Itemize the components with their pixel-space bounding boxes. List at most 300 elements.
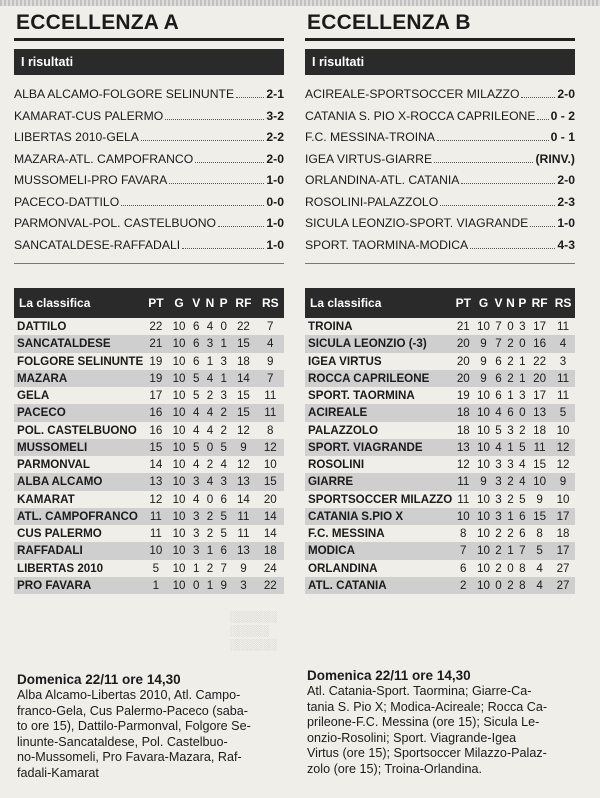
dot-leader <box>182 248 264 249</box>
standings-header-row <box>14 288 284 318</box>
cell-drawn: 2 <box>206 389 214 403</box>
result-row <box>14 173 284 195</box>
cell-points: 12 <box>149 492 163 506</box>
standings-header-row <box>305 288 575 318</box>
cell-points: 16 <box>149 423 163 437</box>
cell-won: 0 <box>493 577 504 594</box>
table-row <box>305 404 575 421</box>
cell-goals-for: 18 <box>533 423 547 437</box>
cell-lost: 7 <box>517 542 528 559</box>
cell-points: 14 <box>149 458 163 472</box>
cell-drawn: 1 <box>504 439 516 456</box>
cell-team: ORLANDINA <box>308 561 378 575</box>
table-row <box>14 473 284 490</box>
fixture-line: fadali-Kamarat <box>17 765 99 780</box>
cell-drawn: 1 <box>203 542 217 559</box>
cell-drawn: 2 <box>507 354 514 368</box>
cell-team: KAMARAT <box>17 492 75 506</box>
result-row <box>305 173 575 195</box>
cell-played: 10 <box>172 354 186 368</box>
cell-played: 10 <box>168 542 189 559</box>
result-row <box>305 87 575 109</box>
cell-goals-for: 15 <box>236 389 250 403</box>
cell-lost: 2 <box>220 423 227 437</box>
cell-goals-for: 14 <box>236 492 250 506</box>
cell-team: SICULA LEONZIO (-3) <box>305 335 452 352</box>
result-row <box>14 152 284 174</box>
cell-drawn: 1 <box>203 577 217 594</box>
cell-played: 10 <box>168 370 189 387</box>
match-score: 1-0 <box>266 173 284 187</box>
match-name: SANCATALDESE-RAFFADALI <box>14 237 181 252</box>
cell-points: 11 <box>143 508 168 525</box>
cell-won: 6 <box>193 354 200 368</box>
column-header-won: V <box>493 288 504 318</box>
cell-goals-for: 18 <box>236 354 250 368</box>
match-score: 0 - 2 <box>550 108 575 123</box>
cell-team: MODICA <box>305 542 452 559</box>
table-row <box>14 525 284 542</box>
dot-leader <box>537 119 548 120</box>
cell-lost: 1 <box>517 370 528 387</box>
cell-goals-against: 11 <box>557 320 570 334</box>
column-header-goals-against: RS <box>551 288 575 318</box>
cell-team: LIBERTAS 2010 <box>17 561 104 575</box>
match-score: (RINV.) <box>535 151 575 166</box>
dot-leader <box>437 140 549 141</box>
cell-goals-against: 18 <box>257 542 284 559</box>
cell-points: 13 <box>143 473 168 490</box>
fixture-line: onzio-Rosolini; Sport. Viagrande-Igea <box>307 730 517 745</box>
column-header-drawn: N <box>203 288 217 318</box>
cell-won: 3 <box>495 492 502 506</box>
cell-played: 10 <box>172 423 186 437</box>
cell-drawn: 1 <box>507 389 514 403</box>
cell-won: 2 <box>495 561 502 575</box>
result-row <box>14 109 284 131</box>
dot-leader <box>440 205 555 206</box>
table-row <box>305 422 575 439</box>
cell-lost: 5 <box>517 439 528 456</box>
cell-goals-for: 17 <box>533 389 547 403</box>
section-eccellenza-a <box>14 10 284 594</box>
match-score: 0-0 <box>266 194 284 209</box>
cell-goals-for: 3 <box>230 577 256 594</box>
cell-played: 9 <box>480 354 487 368</box>
cell-drawn: 2 <box>507 492 514 506</box>
match-score: 2-0 <box>266 151 284 166</box>
next-round-title: Domenica 22/11 ore 14,30 <box>17 672 181 687</box>
cell-lost: 7 <box>220 561 227 575</box>
table-row <box>14 404 284 421</box>
match-score: 2-3 <box>557 194 575 209</box>
column-header-won: V <box>190 288 203 318</box>
results-list <box>305 87 575 259</box>
cell-drawn: 1 <box>504 542 516 559</box>
table-row <box>14 387 284 404</box>
cell-goals-against: 24 <box>263 561 277 575</box>
cell-played: 10 <box>474 508 492 525</box>
cell-lost: 4 <box>517 473 528 490</box>
cell-points: 16 <box>143 404 168 421</box>
cell-lost: 5 <box>217 439 230 456</box>
cell-won: 7 <box>495 320 502 334</box>
cell-lost: 6 <box>217 542 230 559</box>
cell-goals-against: 22 <box>257 577 284 594</box>
cell-goals-against: 10 <box>556 423 570 437</box>
match-score: 2-0 <box>557 173 575 187</box>
cell-lost: 4 <box>220 458 227 472</box>
cell-team: GIARRE <box>305 473 452 490</box>
next-round-title: Domenica 22/11 ore 14,30 <box>307 668 471 683</box>
cell-played: 10 <box>168 335 189 352</box>
cell-won: 5 <box>495 423 502 437</box>
match-name: PARMONVAL-POL. CASTELBUONO <box>14 216 217 230</box>
cell-points: 20 <box>452 370 474 387</box>
cell-goals-for: 20 <box>528 370 551 387</box>
cell-goals-against: 3 <box>559 354 567 368</box>
dot-leader <box>434 162 533 163</box>
match-name: SICULA LEONZIO-SPORT. VIAGRANDE <box>305 216 529 230</box>
dot-leader <box>121 205 264 206</box>
column-header-goals-for: RF <box>230 288 256 318</box>
column-header-points: PT <box>143 288 168 318</box>
cell-lost: 0 <box>220 320 227 334</box>
result-row <box>14 195 284 217</box>
cell-won: 3 <box>193 527 200 541</box>
cell-goals-for: 11 <box>528 439 551 456</box>
table-row <box>14 318 284 335</box>
dot-leader <box>530 226 555 227</box>
cell-goals-against: 5 <box>551 404 575 421</box>
cell-points: 11 <box>149 527 162 541</box>
cell-points: 5 <box>152 561 160 575</box>
standings-table <box>14 288 284 594</box>
dot-leader <box>141 140 265 141</box>
result-row <box>14 238 284 260</box>
cell-drawn: 2 <box>206 561 214 575</box>
table-row <box>14 335 284 352</box>
table-row <box>305 560 575 577</box>
cell-lost: 2 <box>217 404 230 421</box>
match-score: 2-1 <box>266 87 284 101</box>
cell-drawn: 1 <box>206 354 214 368</box>
dot-leader <box>165 119 264 120</box>
match-score: 2-0 <box>557 87 575 101</box>
cell-goals-for: 13 <box>230 542 256 559</box>
match-score: 4-3 <box>557 237 575 252</box>
cell-drawn: 2 <box>504 577 516 594</box>
cell-lost: 1 <box>519 354 526 368</box>
match-name: PACECO-DATTILO <box>14 194 120 209</box>
cell-won: 3 <box>493 473 504 490</box>
table-row <box>305 335 575 352</box>
table-row <box>14 422 284 439</box>
cell-goals-for: 12 <box>236 458 250 472</box>
cell-drawn: 4 <box>206 320 214 334</box>
cell-team: SANCATALDESE <box>14 335 143 352</box>
cell-points: 22 <box>149 320 163 334</box>
cell-goals-against: 8 <box>267 423 274 437</box>
cell-played: 10 <box>474 439 492 456</box>
results-list <box>14 87 284 259</box>
cell-won: 1 <box>193 561 200 575</box>
match-name: ACIREALE-SPORTSOCCER MILAZZO <box>305 87 520 101</box>
column-header-goals-against: RS <box>257 288 284 318</box>
fixture-line: prileone-F.C. Messina (ore 15); Sicula Le- <box>307 715 540 729</box>
cell-goals-for: 13 <box>230 473 256 490</box>
table-row <box>305 370 575 387</box>
cell-points: 8 <box>460 527 467 541</box>
dot-leader <box>236 97 264 98</box>
cell-played: 10 <box>172 458 186 472</box>
cell-drawn: 4 <box>203 370 217 387</box>
cell-team: FOLGORE SELINUNTE <box>17 354 144 368</box>
cell-points: 15 <box>143 439 168 456</box>
dot-leader <box>218 226 264 227</box>
cell-lost: 0 <box>517 335 528 352</box>
cell-won: 2 <box>495 527 502 541</box>
cell-team: CATANIA S.PIO X <box>305 508 452 525</box>
cell-points: 1 <box>143 577 168 594</box>
cell-won: 4 <box>190 404 203 421</box>
cell-drawn: 4 <box>203 404 217 421</box>
cell-team: ROCCA CAPRILEONE <box>305 370 452 387</box>
cell-lost: 0 <box>517 404 528 421</box>
cell-team: PARMONVAL <box>17 458 90 472</box>
cell-goals-for: 15 <box>230 404 256 421</box>
column-header-played: G <box>474 288 492 318</box>
section-title: ECCELLENZA A <box>16 11 180 34</box>
cell-team: F.C. MESSINA <box>308 527 385 541</box>
cell-lost: 5 <box>217 508 230 525</box>
cell-played: 10 <box>172 320 186 334</box>
title-rule <box>305 38 575 41</box>
cell-goals-for: 9 <box>230 439 256 456</box>
cell-goals-for: 22 <box>533 354 547 368</box>
cell-goals-against: 12 <box>551 439 575 456</box>
cell-team: GELA <box>17 389 50 403</box>
cell-drawn: 2 <box>203 508 217 525</box>
cell-won: 3 <box>495 458 502 472</box>
cell-goals-for: 10 <box>528 473 551 490</box>
cell-won: 4 <box>493 439 504 456</box>
cell-goals-against: 15 <box>257 473 284 490</box>
cell-drawn: 3 <box>507 423 514 437</box>
cell-won: 6 <box>495 354 502 368</box>
cell-goals-for: 11 <box>237 527 250 541</box>
table-row <box>305 473 575 490</box>
result-row <box>305 195 575 217</box>
cell-team: CUS PALERMO <box>17 527 102 541</box>
cell-lost: 8 <box>519 561 526 575</box>
cell-goals-for: 9 <box>240 561 247 575</box>
cell-team: PALAZZOLO <box>308 423 378 437</box>
cell-points: 12 <box>456 458 470 472</box>
fixture-line: to ore 15), Dattilo-Parmonval, Folgore Se- <box>17 719 251 733</box>
cell-team: ACIREALE <box>305 404 452 421</box>
cell-goals-against: 11 <box>557 389 570 403</box>
table-row <box>305 525 575 542</box>
cell-points: 13 <box>452 439 474 456</box>
cell-played: 10 <box>474 577 492 594</box>
cell-lost: 3 <box>220 354 227 368</box>
cell-goals-against: 10 <box>556 492 570 506</box>
match-name: MUSSOMELI-PRO FAVARA <box>14 173 168 187</box>
cell-played: 10 <box>168 439 189 456</box>
column-header-goals-for: RF <box>528 288 551 318</box>
page-top-border <box>0 0 600 6</box>
fixture-line: franco-Gela, Cus Palermo-Paceco (saba- <box>17 703 248 718</box>
fixture-line: linunte-Sancataldese, Pol. Castelbuo- <box>17 734 228 749</box>
result-row <box>14 216 284 238</box>
results-header: I risultati <box>305 49 575 75</box>
cell-drawn: 0 <box>507 561 514 575</box>
cell-points: 2 <box>452 577 474 594</box>
cell-goals-for: 5 <box>528 542 551 559</box>
cell-goals-against: 7 <box>267 320 274 334</box>
cell-won: 4 <box>193 458 200 472</box>
cell-team: ATL. CATANIA <box>305 577 452 594</box>
cell-played: 10 <box>477 389 490 403</box>
table-row <box>14 491 284 508</box>
cell-team: MUSSOMELI <box>14 439 143 456</box>
results-rule <box>305 263 575 264</box>
cell-played: 10 <box>477 561 490 575</box>
table-row <box>14 560 284 577</box>
cell-goals-for: 15 <box>533 458 547 472</box>
cell-drawn: 0 <box>203 439 217 456</box>
cell-played: 10 <box>172 389 186 403</box>
cell-won: 4 <box>493 404 504 421</box>
cell-team: TROINA <box>308 320 353 334</box>
cell-lost: 5 <box>519 492 526 506</box>
result-row <box>14 87 284 109</box>
cell-team: ROSOLINI <box>308 458 365 472</box>
cell-goals-against: 9 <box>267 354 274 368</box>
cell-drawn: 2 <box>206 527 214 541</box>
cell-goals-for: 11 <box>230 508 256 525</box>
cell-drawn: 0 <box>507 320 514 334</box>
cell-drawn: 2 <box>504 335 516 352</box>
cell-drawn: 2 <box>504 370 516 387</box>
cell-lost: 4 <box>519 458 526 472</box>
table-row <box>305 387 575 404</box>
table-row <box>305 318 575 335</box>
cell-goals-for: 16 <box>528 335 551 352</box>
cell-drawn: 3 <box>203 335 217 352</box>
cell-played: 10 <box>168 404 189 421</box>
cell-drawn: 2 <box>206 458 214 472</box>
cell-played: 10 <box>477 492 490 506</box>
match-score: 1-0 <box>266 237 284 252</box>
result-row <box>305 238 575 260</box>
cell-lost: 6 <box>519 527 526 541</box>
cell-team: ALBA ALCAMO <box>14 473 143 490</box>
match-name: IGEA VIRTUS-GIARRE <box>305 151 433 166</box>
cell-drawn: 6 <box>504 404 516 421</box>
cell-played: 10 <box>168 577 189 594</box>
table-row <box>305 508 575 525</box>
cell-goals-for: 15 <box>230 335 256 352</box>
table-row <box>14 508 284 525</box>
cell-goals-for: 9 <box>536 492 543 506</box>
cell-won: 5 <box>190 439 203 456</box>
cell-team: IGEA VIRTUS <box>308 354 382 368</box>
cell-won: 0 <box>190 577 203 594</box>
dot-leader <box>470 248 555 249</box>
table-row <box>14 542 284 559</box>
dot-leader <box>195 162 264 163</box>
cell-goals-against: 7 <box>257 370 284 387</box>
fixture-line: zolo (ore 15); Troina-Orlandina. <box>307 761 482 776</box>
cell-goals-for: 4 <box>528 577 551 594</box>
table-row <box>14 439 284 456</box>
cell-points: 10 <box>143 542 168 559</box>
cell-goals-against: 20 <box>263 492 277 506</box>
column-header-played: G <box>168 288 189 318</box>
cell-played: 10 <box>172 492 186 506</box>
cell-goals-against: 11 <box>551 370 575 387</box>
match-score: 1-0 <box>557 216 575 230</box>
cell-won: 3 <box>190 473 203 490</box>
match-name: KAMARAT-CUS PALERMO <box>14 108 164 123</box>
result-row <box>14 130 284 152</box>
cell-lost: 3 <box>519 389 526 403</box>
cell-won: 5 <box>190 370 203 387</box>
cell-played: 10 <box>474 542 492 559</box>
match-name: MAZARA-ATL. CAMPOFRANCO <box>14 151 194 166</box>
match-name: ALBA ALCAMO-FOLGORE SELINUNTE <box>14 87 235 101</box>
cell-goals-for: 8 <box>536 527 543 541</box>
result-row <box>305 109 575 131</box>
cell-goals-for: 12 <box>236 423 250 437</box>
cell-points: 11 <box>452 473 474 490</box>
cell-won: 6 <box>193 320 200 334</box>
cell-goals-against: 18 <box>556 527 570 541</box>
cell-team: DATTILO <box>17 320 67 334</box>
cell-lost: 1 <box>217 370 230 387</box>
cell-goals-for: 15 <box>528 508 551 525</box>
cell-played: 10 <box>168 473 189 490</box>
fixture-line: tania S. Pio X; Modica-Acireale; Rocca Ca- <box>307 699 548 714</box>
dot-leader <box>521 97 555 98</box>
cell-points: 21 <box>143 335 168 352</box>
result-row <box>305 130 575 152</box>
cell-goals-against: 4 <box>257 335 284 352</box>
cell-lost: 1 <box>217 335 230 352</box>
cell-lost: 3 <box>220 389 227 403</box>
cell-played: 10 <box>477 423 490 437</box>
cell-drawn: 4 <box>206 423 214 437</box>
cell-lost: 9 <box>217 577 230 594</box>
cell-goals-against: 17 <box>551 508 575 525</box>
cell-lost: 6 <box>517 508 528 525</box>
cell-drawn: 2 <box>507 527 514 541</box>
cell-points: 19 <box>149 354 163 368</box>
column-header-team: La classifica <box>14 288 143 318</box>
cell-goals-for: 22 <box>236 320 250 334</box>
cell-drawn: 3 <box>507 458 514 472</box>
match-name: CATANIA S. PIO X-ROCCA CAPRILEONE <box>305 108 536 123</box>
fixture-line: Virtus (ore 15); Sportsoccer Milazzo-Palaz- <box>307 746 547 760</box>
match-score: 3-2 <box>266 108 284 123</box>
cell-goals-against: 12 <box>556 458 570 472</box>
cell-lost: 6 <box>220 492 227 506</box>
cell-won: 4 <box>193 492 200 506</box>
cell-goals-against: 12 <box>257 439 284 456</box>
cell-team: SPORT. TAORMINA <box>308 389 415 403</box>
